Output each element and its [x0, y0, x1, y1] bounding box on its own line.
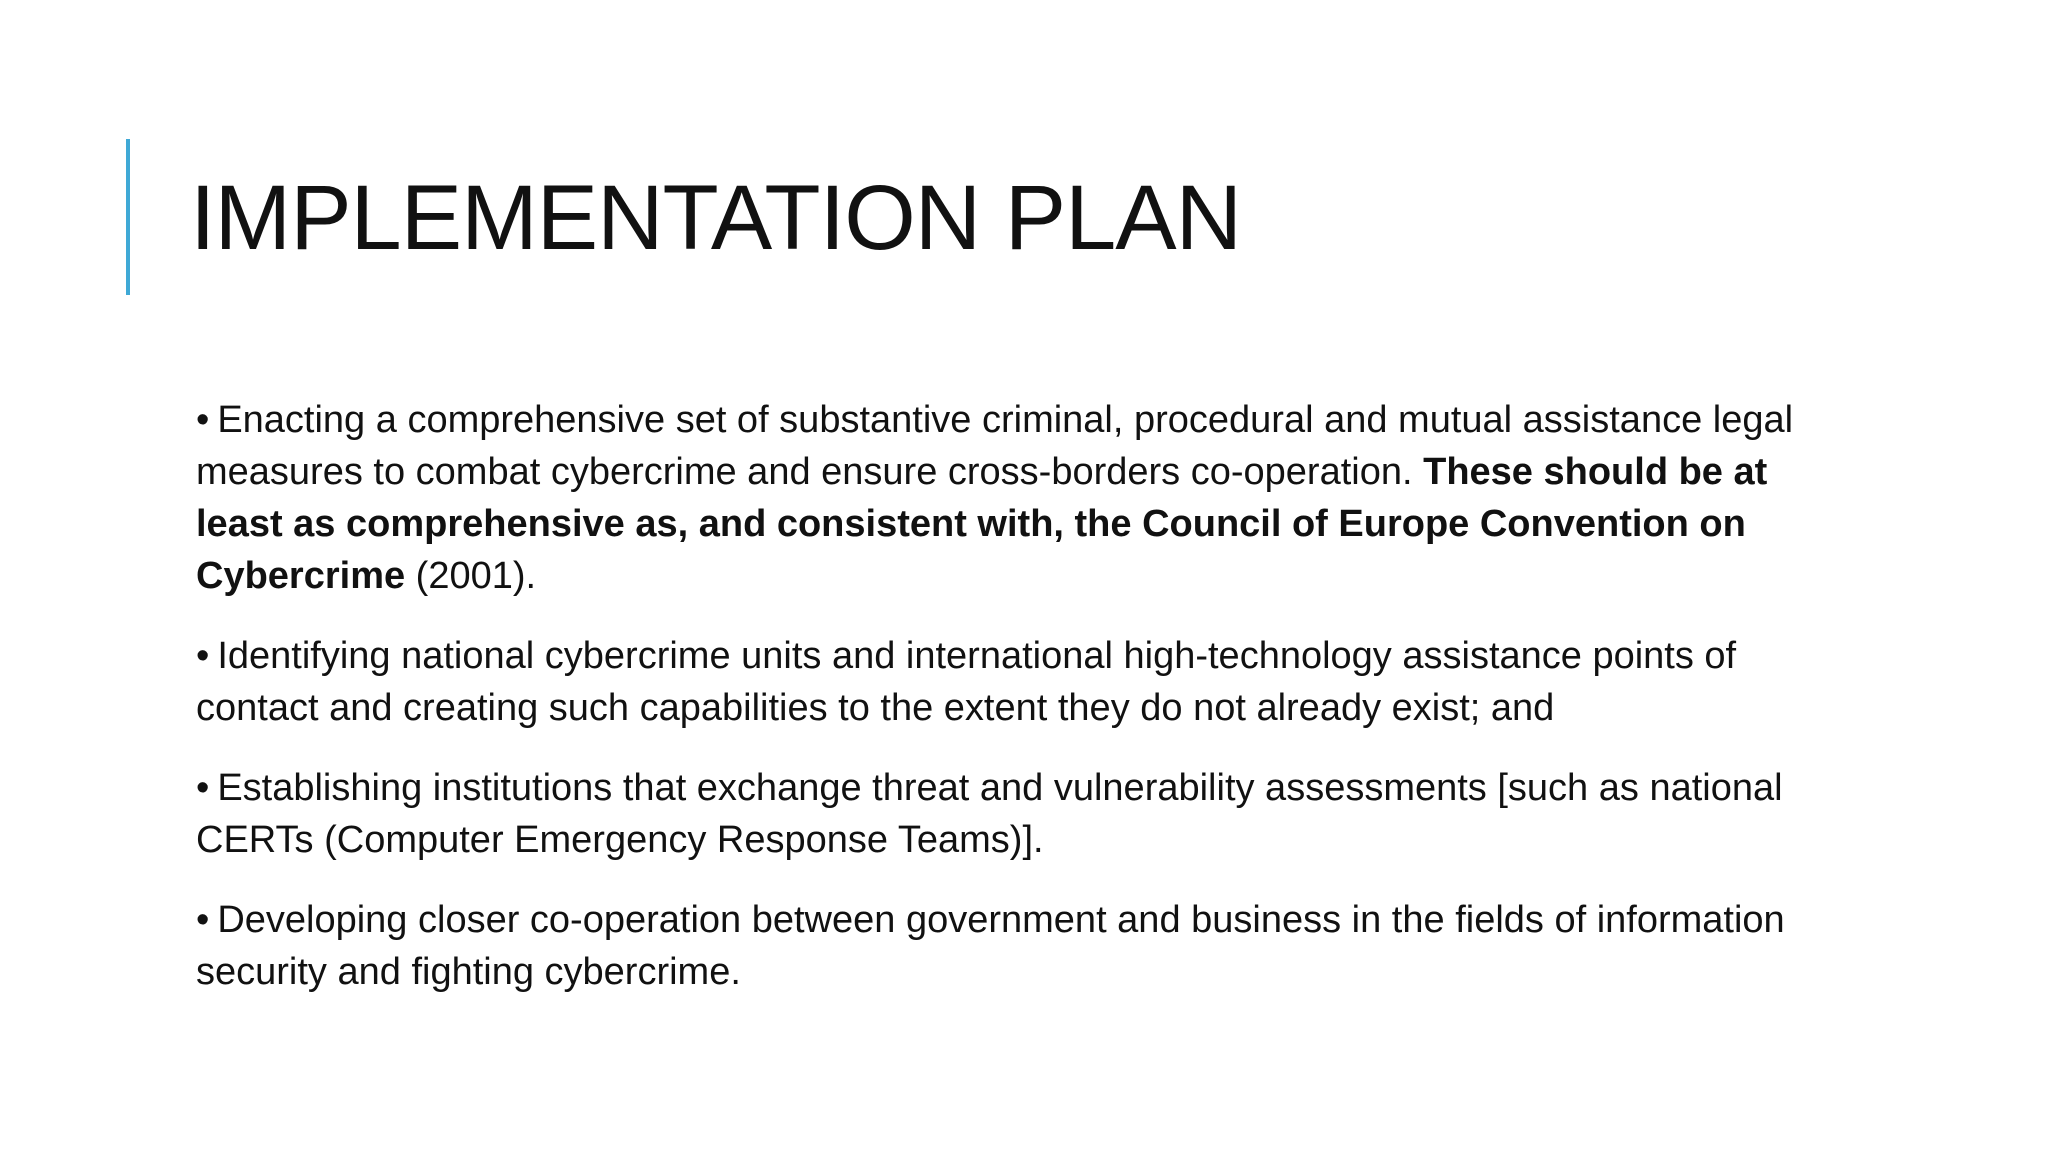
bullet-item	[196, 394, 1806, 602]
bullet-item	[196, 630, 1806, 734]
bullet-icon: •	[196, 767, 210, 809]
bullet-icon: •	[196, 899, 210, 941]
bullet-item	[196, 762, 1806, 866]
bullet-icon: •	[196, 635, 210, 677]
bullet-tail-text: (2001).	[405, 555, 537, 597]
bullet-icon: •	[196, 399, 210, 441]
bullet-item	[196, 894, 1806, 998]
bullet-bold-text: These should be at least as comprehensive as, and consistent with, the Council of Europe Convention on Cybercrime	[196, 451, 1768, 597]
bullet-text: Establishing institutions that exchange threat and vulnerability assessments [such as national CERTs (Computer Emergency Response Teams)].	[196, 767, 1783, 861]
bullet-text: Identifying national cybercrime units and international high-technology assistance points of contact and creating such capabilities to the extent they do not already exist; and	[196, 635, 1737, 729]
bullet-text: Enacting a comprehensive set of substantive criminal, procedural and mutual assistance legal measures to combat cybercrime and ensure cross-borders co-operation.	[196, 399, 1794, 493]
title-accent-bar	[126, 139, 130, 295]
bullet-list	[196, 394, 1806, 1026]
slide-title: IMPLEMENTATION PLAN	[190, 167, 1242, 269]
bullet-text: Developing closer co-operation between government and business in the fields of information security and fighting cybercrime.	[196, 899, 1785, 993]
